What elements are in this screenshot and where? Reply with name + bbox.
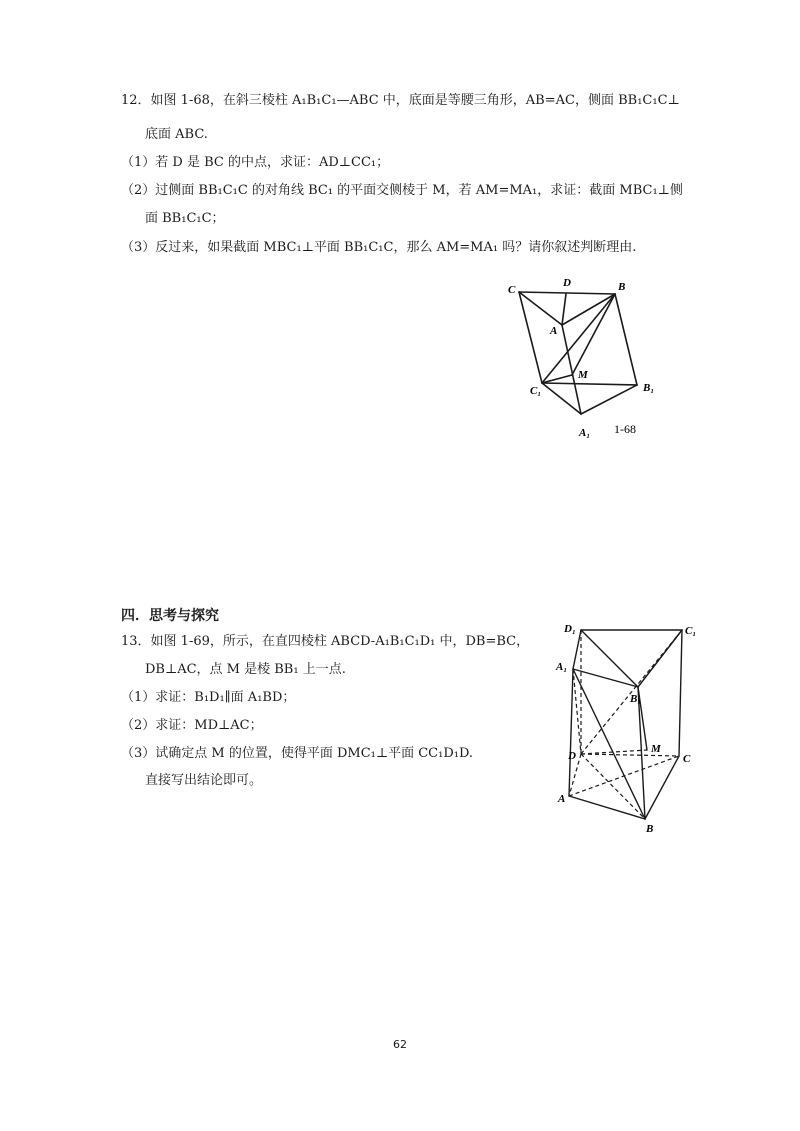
problem-13-part-3-cont: 直接写出结论即可。 <box>145 773 263 788</box>
label-a1: A₁ <box>556 661 568 673</box>
problem-13-part-3: （3）试确定点 M 的位置，使得平面 DMC₁⊥平面 CC₁D₁D. <box>121 746 474 761</box>
section-title: 四．思考与探究 <box>121 608 219 624</box>
label-c1: C₁ <box>685 625 697 637</box>
label-d1: D₁ <box>564 623 576 635</box>
label-b: B <box>618 281 626 293</box>
label-a: A <box>550 325 558 337</box>
problem-12-part-3: （3）反过来，如果截面 MBC₁⊥平面 BB₁C₁C，那么 AM=MA₁ 吗？请你叙述判断理由. <box>121 240 637 255</box>
label-d: D <box>568 750 576 762</box>
figure-1-69 <box>550 618 710 836</box>
label-c: C <box>683 753 691 765</box>
problem-12-line-1: 12．如图 1-68，在斜三棱柱 A₁B₁C₁—ABC 中，底面是等腰三角形，AB=AC，侧面 BB₁C₁C⊥ <box>121 93 680 108</box>
problem-13-part-1: （1）求证：B₁D₁∥面 A₁BD； <box>121 690 296 705</box>
label-m: M <box>578 369 588 381</box>
problem-12-part-1: （1）若 D 是 BC 的中点，求证：AD⊥CC₁； <box>121 155 390 170</box>
problem-12-part-2-cont: 面 BB₁C₁C； <box>145 211 225 226</box>
label-c: C <box>508 284 516 296</box>
label-d: D <box>563 277 571 289</box>
label-a1: A₁ <box>579 427 591 439</box>
problem-13-line-1: 13．如图 1-69，所示，在直四棱柱 ABCD-A₁B₁C₁D₁ 中，DB=BC， <box>121 634 530 649</box>
label-b1: B₁ <box>643 382 655 394</box>
label-c1: C₁ <box>530 385 542 397</box>
label-b1: B₁ <box>630 693 642 705</box>
problem-12-part-2: （2）过侧面 BB₁C₁C 的对角线 BC₁ 的平面交侧棱于 M，若 AM=MA₁，求证：截面 MBC₁⊥侧 <box>121 183 683 198</box>
label-m: M <box>651 743 661 755</box>
figure-caption: 1-68 <box>614 422 636 436</box>
problem-13-part-2: （2）求证：MD⊥AC； <box>121 718 263 733</box>
problem-12-line-2: 底面 ABC. <box>145 127 208 142</box>
page-number: 62 <box>393 1038 407 1051</box>
label-a: A <box>558 793 566 805</box>
label-b: B <box>646 823 654 835</box>
problem-13-line-2: DB⊥AC，点 M 是棱 BB₁ 上一点. <box>145 662 346 677</box>
figure-1-68 <box>490 270 680 445</box>
